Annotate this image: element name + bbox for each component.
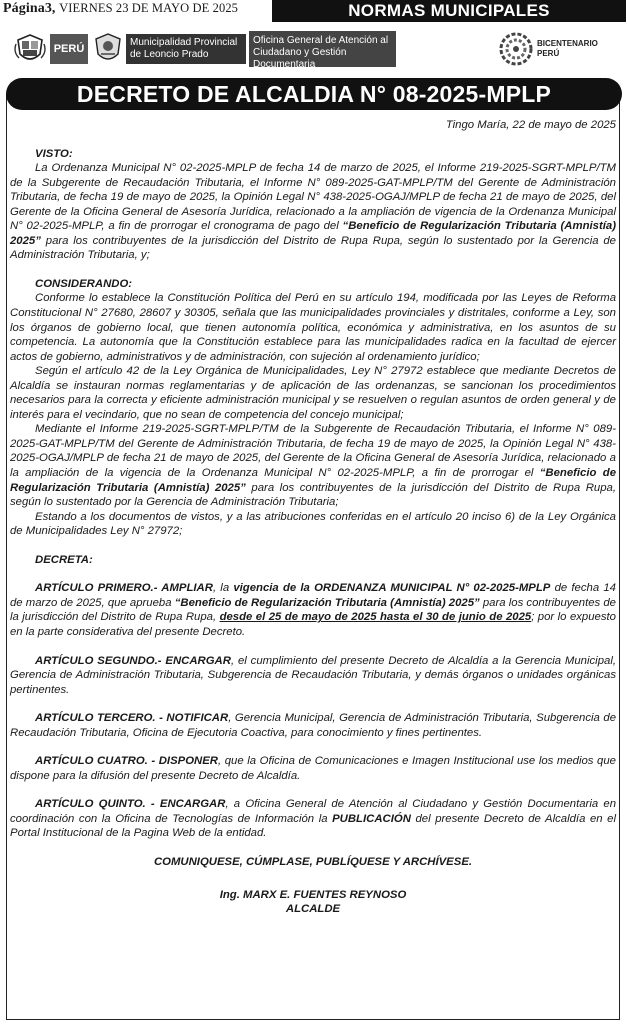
bicentenario-label: BICENTENARIO PERÚ — [537, 39, 598, 58]
considerando-paragraph-1: Conforme lo establece la Constitución Política del Perú en su artículo 194, modificada por las Leyes de Reforma Constitucional N° 27680, 28607 y 30305, señala que las municipalidades provinciales y distritales, conforme a Ley, son los órganos de gobierno local, que tienen autonomía política, económica y administrativa, en los asuntos de su competencia. La autonomía que la Constitución establece para las municipalidades radica en la facultad de ejercer actos de gobierno, administrativos y de administración, con sujeción al ordenamiento jurídico; — [10, 292, 616, 363]
bicentenario-logo-icon — [499, 32, 533, 66]
decree-body — [10, 118, 616, 917]
logo-strip — [0, 26, 627, 74]
considerando-paragraph-4: Estando a los documentos de vistos, y a las atribuciones conferidas en el artículo 20 inciso 6) de la Ley Orgánica de Municipalidades Ley N° 27972; — [10, 510, 616, 538]
visto-heading: VISTO: — [35, 147, 73, 160]
considerando-heading: CONSIDERANDO: — [35, 277, 133, 290]
visto-paragraph: La Ordenanza Municipal N° 02-2025-MPLP de fecha 14 de marzo de 2025, el Informe 219-2025-SGRT-MPLP/TM de la Subgerente de Recaudación Tributaria, el Informe N° 089-2025-GAT-MPLP/TM del Gerente de Administración Tributaria, de fecha 19 de mayo de 2025, la Opinión Legal N° 438-2025-OGAJ/MPLP de fecha 21 de mayo de 2025, del Gerente de la Oficina General de Asesoría Jurídica, relacionado a la ampliación de vigencia de la Ordenanza Municipal N° 02-2025-MPLP, a fin de prorrogar el cronograma de pago del “Beneficio de Regularización Tributaria (Amnistía) 2025” para los contribuyentes de la jurisdicción del Distrito de Rupa Rupa, según lo sustentado por la Gerencia de Administración Tributaria, y; — [10, 162, 616, 262]
closing-formula: COMUNIQUESE, CÚMPLASE, PUBLÍQUESE Y ARCHÍVESE. — [153, 855, 473, 868]
decree-title: DECRETO DE ALCALDIA N° 08-2025-MPLP — [6, 78, 622, 110]
section-title: NORMAS MUNICIPALES — [272, 0, 626, 22]
considerando-paragraph-2: Según el artículo 42 de la Ley Orgánica de Municipalidades, Ley N° 27972 establece que mediante Decretos de Alcaldía se instauran normas reglamentarias y de aplicación de las ordenanzas, se sancionan los procedimientos necesarios para la correcta y eficiente administración municipal y se resuelven o regulan asuntos de orden general y de interés para el vecindario, que no sean de competencia del concejo municipal; — [10, 365, 616, 421]
article-second: ARTÍCULO SEGUNDO.- ENCARGAR, el cumplimiento del presente Decreto de Alcaldía a la Gerencia Municipal, Gerencia de Administración Tributaria, Subgerencia de Recaudación Tributaria, y demás órganos o unidades orgánicas pertinentes. — [10, 654, 616, 696]
municipality-name: Municipalidad Provincial de Leoncio Prado — [126, 34, 246, 64]
office-name: Oficina General de Atención al Ciudadano y Gestión Documentaria — [249, 31, 396, 67]
place-date: Tingo María, 22 de mayo de 2025 — [445, 119, 616, 131]
page-header — [0, 0, 627, 24]
article-fifth: ARTÍCULO QUINTO. - ENCARGAR, a Oficina General de Atención al Ciudadano y Gestión Documentaria en coordinación con la Oficina de Tecnologías de Información la PUBLICACIÓN del presente Decreto de Alcaldía en el Portal Institucional de la Pagina Web de la entidad. — [10, 798, 616, 840]
decreta-heading: DECRETA: — [35, 553, 93, 566]
page-number: Página3, — [3, 1, 56, 16]
article-fourth: ARTÍCULO CUATRO. - DISPONER, que la Oficina de Comunicaciones e Imagen Institucional use los medios que dispone para la difusión del presente Decreto de Alcaldía. — [10, 755, 616, 782]
considerando-paragraph-3: Mediante el Informe 219-2025-SGRT-MPLP/TM de la Subgerente de Recaudación Tributaria, el Informe N° 089-2025-GAT-MPLP/TM del Gerente de Administración Tributaria, de fecha 19 de mayo de 2025, la Opinión Legal N° 438-2025-OGAJ/MPLP de fecha 21 de mayo de 2025, del Gerente de la Oficina General de Asesoría Jurídica, relacionado a la ampliación de la vigencia de la Ordenanza Municipal N° 02-2025-MPLP, a fin de prorrogar el “Beneficio de Regularización Tributaria (Amnistía) 2025” para los contribuyentes de la jurisdicción del Distrito de Rupa Rupa, según lo sustentado por la Gerencia de Administración Tributaria; — [10, 423, 616, 509]
municipality-logo-icon — [93, 32, 123, 66]
publication-date: VIERNES 23 DE MAYO DE 2025 — [59, 1, 239, 15]
page-date-line — [3, 1, 238, 17]
article-first: ARTÍCULO PRIMERO.- AMPLIAR, la vigencia de la ORDENANZA MUNICIPAL N° 02-2025-MPLP de fecha 14 de marzo de 2025, que aprueba “Beneficio de Regularización Tributaria (Amnistía) 2025” para los contribuyentes de la jurisdicción del Distrito de Rupa Rupa, desde el 25 de mayo de 2025 hasta el 30 de junio de 2025; por lo expuesto en la parte considerativa del presente Decreto. — [10, 582, 616, 638]
peru-brand-label: PERÚ — [50, 34, 88, 64]
signer-title: ALCALDE — [285, 903, 341, 916]
signer-name: Ing. MARX E. FUENTES REYNOSO — [219, 888, 407, 901]
peru-coat-of-arms-icon — [13, 32, 47, 66]
article-third: ARTÍCULO TERCERO. - NOTIFICAR, Gerencia Municipal, Gerencia de Administración Tributaria, Subgerencia de Recaudación Tributaria, Oficina de Ejecutoria Coactiva, para conocimiento y fines pertinentes. — [10, 712, 617, 739]
